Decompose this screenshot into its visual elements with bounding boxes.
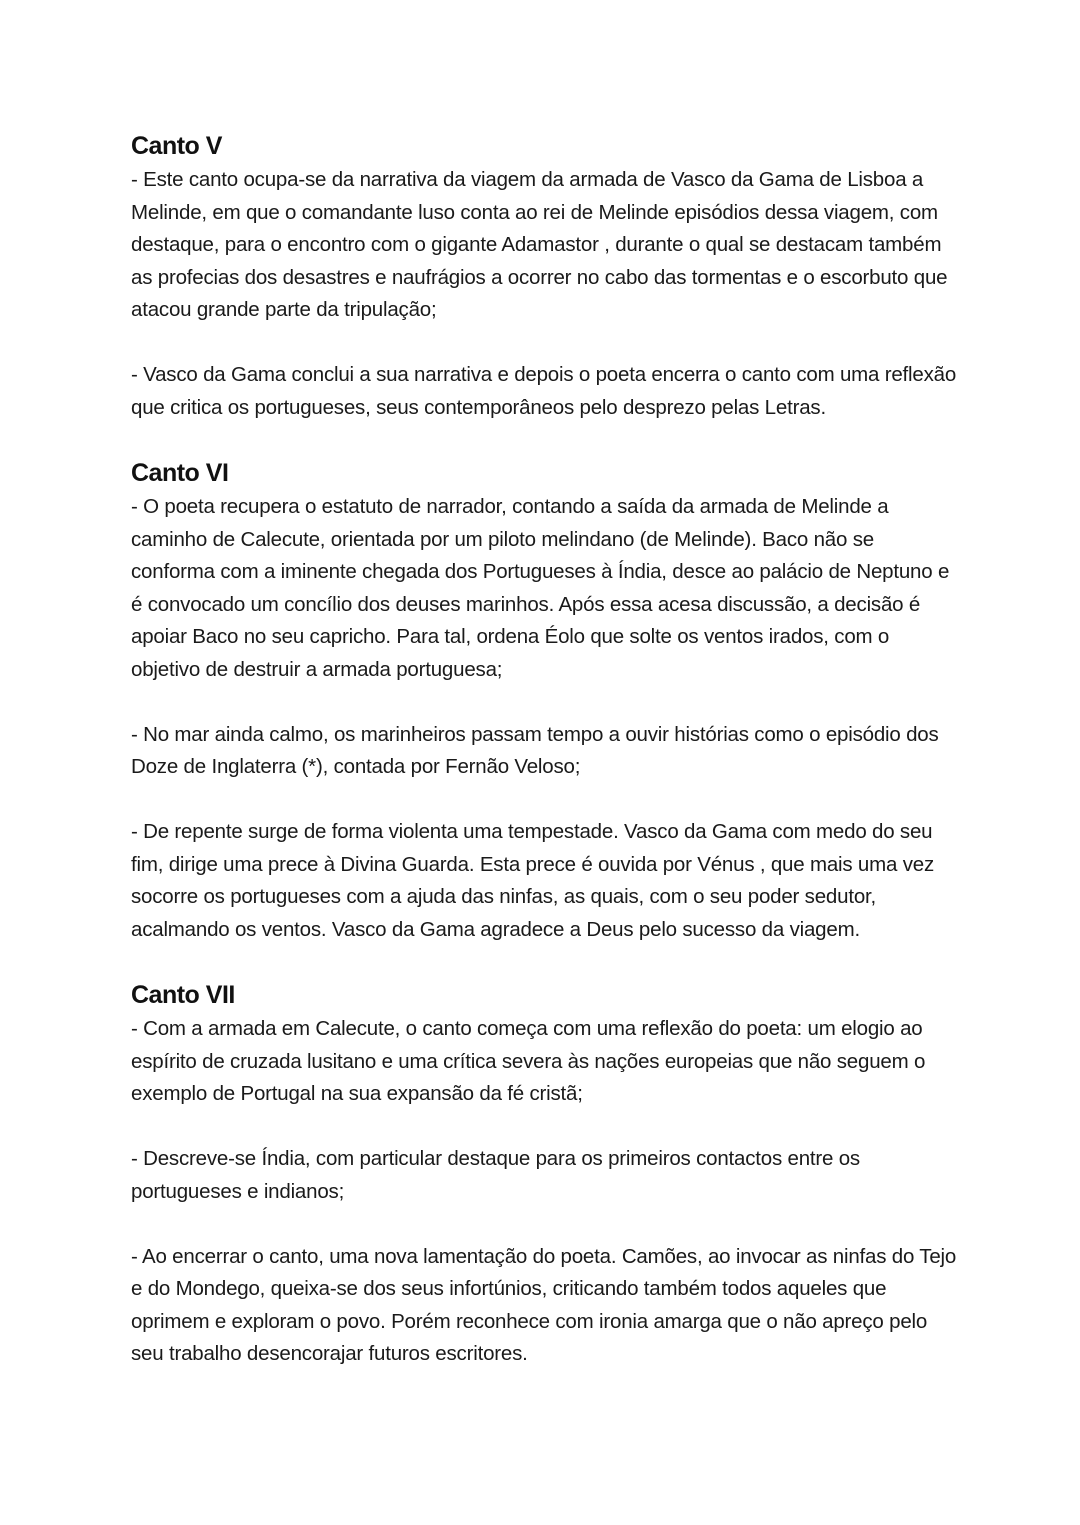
paragraph: - No mar ainda calmo, os marinheiros passam tempo a ouvir histórias como o episódio dos Doze de Inglaterra (*), contada por Fernão Veloso;: [131, 722, 939, 778]
section-title: Canto VII: [131, 981, 235, 1009]
document-page: [131, 128, 961, 1371]
paragraph: - Com a armada em Calecute, o canto começa com uma reflexão do poeta: um elogio ao espírito de cruzada lusitano e uma crítica severa às nações europeias que não seguem o exemplo de Portugal na sua expansão da fé cristã;: [131, 1017, 926, 1105]
paragraph: - Este canto ocupa-se da narrativa da viagem da armada de Vasco da Gama de Lisboa a Melinde, em que o comandante luso conta ao rei de Melinde episódios dessa viagem, com destaque, para o encontro com o gigante Adamastor , durante o qual se destacam também as profecias dos desastres e naufrágios a ocorrer no cabo das tormentas e o escorbuto que atacou grande parte da tripulação;: [131, 168, 948, 321]
paragraph: - Descreve-se Índia, com particular destaque para os primeiros contactos entre os portugueses e indianos;: [131, 1147, 860, 1203]
section-title: Canto V: [131, 132, 222, 160]
paragraph: - O poeta recupera o estatuto de narrador, contando a saída da armada de Melinde a caminho de Calecute, orientada por um piloto melindano (de Melinde). Baco não se conforma com a iminente chegada dos Portugueses à Índia, desce ao palácio de Neptuno e é convocado um concílio dos deuses marinhos. Após essa acesa discussão, a decisão é apoiar Baco no seu capricho. Para tal, ordena Éolo que solte os ventos irados, com o objetivo de destruir a armada portuguesa;: [131, 495, 950, 681]
paragraph: - Vasco da Gama conclui a sua narrativa e depois o poeta encerra o canto com uma reflexão que critica os portugueses, seus contemporâneos pelo desprezo pelas Letras.: [131, 363, 957, 419]
section-title: Canto VI: [131, 459, 229, 487]
paragraph: - De repente surge de forma violenta uma tempestade. Vasco da Gama com medo do seu fim, dirige uma prece à Divina Guarda. Esta prece é ouvida por Vénus , que mais uma vez socorre os portugueses com a ajuda das ninfas, as quais, com o seu poder sedutor, acalmando os ventos. Vasco da Gama agradece a Deus pelo sucesso da viagem.: [131, 820, 935, 941]
section-canto-vii: [131, 977, 961, 1371]
section-canto-vi: [131, 455, 961, 946]
paragraph: - Ao encerrar o canto, uma nova lamentação do poeta. Camões, ao invocar as ninfas do Tejo e do Mondego, queixa-se dos seus infortúnios, criticando também todos aqueles que oprimem e exploram o povo. Porém reconhece com ironia amarga que o não apreço pelo seu trabalho desencorajar futuros escritores.: [131, 1244, 957, 1365]
section-canto-v: [131, 128, 961, 424]
